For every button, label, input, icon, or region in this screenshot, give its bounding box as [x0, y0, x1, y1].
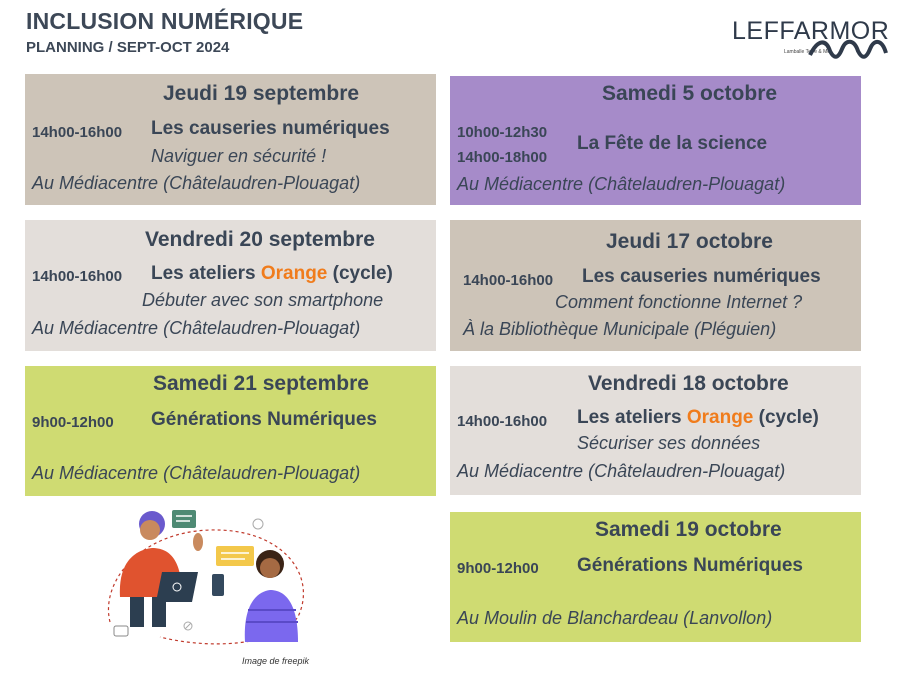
event-place: Au Médiacentre (Châtelaudren-Plouagat) [457, 174, 786, 194]
event-place: Au Médiacentre (Châtelaudren-Plouagat) [32, 318, 361, 338]
event-subtitle: Naviguer en sécurité ! [151, 146, 327, 166]
event-place: Au Moulin de Blanchardeau (Lanvollon) [457, 608, 773, 628]
event-card-5-oct [450, 76, 861, 205]
event-card-19-oct [450, 512, 861, 642]
event-time: 14h00-16h00 [463, 272, 554, 289]
event-time: 14h00-16h00 [32, 124, 123, 141]
event-date: Samedi 5 octobre [602, 82, 778, 105]
event-time-morning: 10h00-12h30 [457, 124, 548, 141]
logo-name: LEFFARMOR [732, 17, 890, 45]
orange-highlight: Orange [260, 263, 328, 284]
event-title: Les causeries numériques [151, 118, 390, 139]
event-title: La Fête de la science [577, 133, 768, 154]
leffarmor-logo [718, 3, 896, 71]
event-time-afternoon: 14h00-18h00 [457, 149, 548, 166]
page-subtitle: PLANNING / SEPT-OCT 2024 [26, 39, 230, 56]
event-card-18-oct [450, 366, 861, 495]
event-title: Générations Numériques [151, 409, 377, 430]
event-date: Jeudi 17 octobre [606, 230, 773, 253]
event-time: 9h00-12h00 [457, 560, 539, 577]
event-date: Vendredi 18 octobre [588, 372, 789, 395]
event-subtitle: Sécuriser ses données [577, 433, 761, 453]
event-subtitle: Comment fonctionne Internet ? [555, 292, 803, 312]
event-time: 14h00-16h00 [457, 413, 548, 430]
event-card-21-sept [25, 366, 436, 496]
logo-tagline: Lamballe Terre & Mer [784, 49, 832, 55]
event-title: Les ateliers Orange (cycle) [577, 407, 819, 428]
page-title: INCLUSION NUMÉRIQUE [26, 8, 304, 34]
event-title: Générations Numériques [577, 555, 803, 576]
event-card-20-sept [25, 220, 436, 351]
event-date: Samedi 21 septembre [153, 372, 369, 395]
event-card-17-oct [450, 220, 861, 351]
event-date: Jeudi 19 septembre [163, 82, 360, 105]
event-place: À la Bibliothèque Municipale (Pléguien) [463, 319, 777, 339]
event-place: Au Médiacentre (Châtelaudren-Plouagat) [32, 463, 361, 483]
wave-logo-icon [808, 37, 888, 63]
event-date: Samedi 19 octobre [595, 518, 782, 541]
event-place: Au Médiacentre (Châtelaudren-Plouagat) [32, 173, 361, 193]
event-title: Les ateliers Orange (cycle) [151, 263, 393, 284]
event-subtitle: Débuter avec son smartphone [142, 290, 384, 310]
orange-highlight: Orange [686, 407, 754, 428]
event-card-19-sept [25, 74, 436, 205]
image-caption: Image de freepik [242, 656, 310, 666]
event-title: Les causeries numériques [582, 266, 821, 287]
event-time: 14h00-16h00 [32, 268, 123, 285]
people-chatting-illustration [100, 502, 318, 652]
event-date: Vendredi 20 septembre [145, 228, 375, 251]
event-time: 9h00-12h00 [32, 414, 114, 431]
event-place: Au Médiacentre (Châtelaudren-Plouagat) [457, 461, 786, 481]
